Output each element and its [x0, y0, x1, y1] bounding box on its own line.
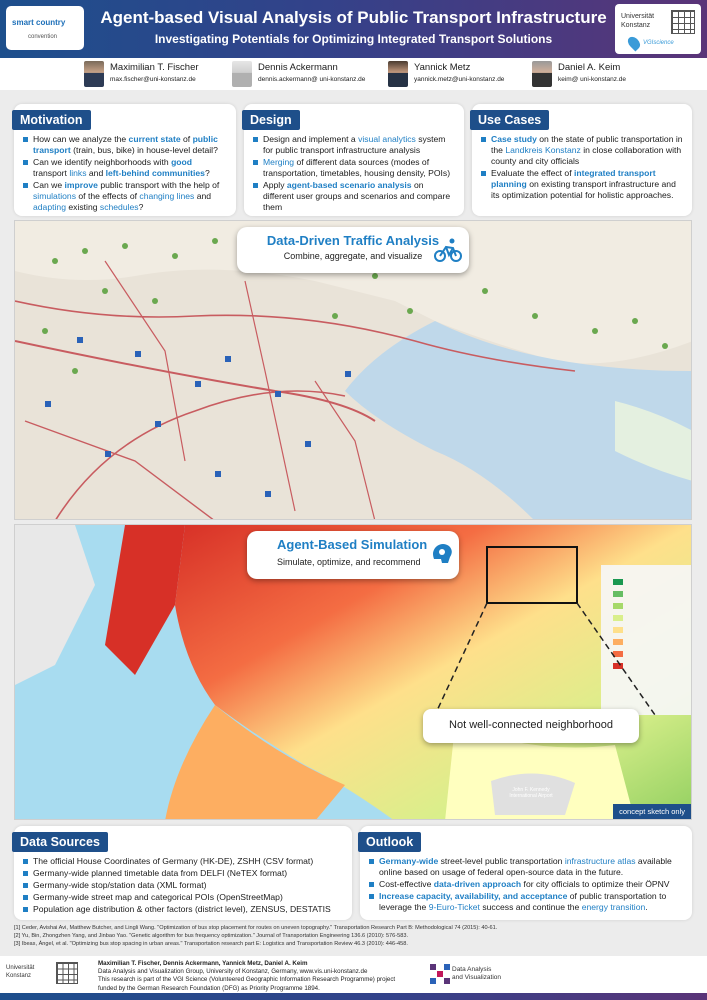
use-cases-panel: [472, 104, 692, 216]
author-bar: Maximilian T. Fischer max.fischer@uni-konstanz.de Dennis Ackermann dennis.ackermann@ uni-konstanz.de Yannick Metz yannick.metz@uni-konstanz.de Daniel A. Keim keim@ uni-konstanz.de: [0, 58, 707, 90]
concept-sketch-badge: concept sketch only: [613, 804, 691, 819]
outlook-item: Cost-effective data-driven approach for city officials to optimize their ÖPNV: [368, 879, 684, 890]
location-pin-icon: [626, 35, 643, 52]
design-panel: [244, 104, 464, 216]
simulation-title: Agent-Based Simulation: [277, 537, 428, 552]
simulation-callout: [247, 531, 459, 579]
use-cases-list: [480, 134, 684, 201]
outlook-panel: [360, 826, 692, 920]
footer-text: Maximilian T. Fischer, Dennis Ackermann, Yannick Metz, Daniel A. Keim Data Analysis and Visualization Group, University of Konstanz, Germany, www.vis.uni-konstanz.de This research is part of the VGI Science (Volunteered Geographic Information Research Programme) project funded by the German Research Foundation (DFG) as Priority Programme 1894.: [98, 960, 396, 992]
outlook-title: Outlook: [358, 832, 421, 852]
brain-icon: [429, 541, 455, 567]
reference-3: [3] Ibeas, Ángel, et al. "Optimizing bus stop spacing in urban areas." Transportation research part E: Logistics and Transportation Review 46.3 (2010): 446-458.: [14, 941, 408, 947]
data-sources-item: The official House Coordinates of Germany (HK-DE), ZSHH (CSV format): [22, 856, 344, 867]
neighborhood-label: Not well-connected neighborhood: [449, 719, 613, 731]
avatar: [388, 61, 408, 87]
outlook-list: [368, 856, 684, 913]
motivation-item: Can we identify neighborhoods with good transport links and left-behind communities?: [22, 157, 228, 179]
neighborhood-callout: [423, 709, 639, 743]
motivation-item: How can we analyze the current state of public transport (train, bus, bike) in house-level detail?: [22, 134, 228, 156]
event-date: October 18-20th, 2022, Berlin, Germany: [603, 985, 701, 991]
outlook-item: Germany-wide street-level public transportation infrastructure atlas available online based on usage of federal open-source data in the future.: [368, 856, 684, 878]
data-sources-list: [22, 856, 344, 915]
university-logo: Universität Konstanz VGIscience: [615, 4, 701, 54]
traffic-analysis-title: Data-Driven Traffic Analysis: [266, 233, 440, 248]
motivation-item: Can we improve public transport with the help of simulations of the effects of changing lines and adapting existing schedules?: [22, 180, 228, 213]
footer-university-logo: Universität Konstanz: [6, 965, 35, 979]
reference-1: [1] Ceder, Avishai Avi, Matthew Butcher, and Lingli Wang. "Optimization of bus stop placement for routes on uneven topography." Transportation Research Part B: Methodological 74 (2015): 40-61.: [14, 925, 498, 931]
design-title: Design: [242, 110, 300, 130]
dav-logo-icon: [430, 964, 450, 984]
avatar: [232, 61, 252, 87]
header-banner: [0, 0, 707, 58]
smart-country-logo: smart country convention: [6, 6, 84, 50]
data-sources-item: Germany-wide planned timetable data from DELFI (NeTEX format): [22, 868, 344, 879]
footer-bar: [0, 993, 707, 1000]
traffic-analysis-map: [14, 220, 692, 520]
design-item: Design and implement a visual analytics system for public transport infrastructure analysis: [252, 134, 456, 156]
traffic-analysis-callout: [237, 227, 469, 273]
avatar: [532, 61, 552, 87]
use-cases-item: Evaluate the effect of integrated transport planning on existing transport infrastructure and its optimization potential for holistic approaches.: [480, 168, 684, 201]
bicycle-icon: [433, 235, 463, 265]
data-sources-item: Population age distribution & other factors (district level), ZENSUS, DESTATIS: [22, 904, 344, 915]
design-list: [252, 134, 456, 213]
motivation-title: Motivation: [12, 110, 91, 130]
motivation-list: [22, 134, 228, 213]
design-item: Apply agent-based scenario analysis on different user groups and scenarios and compare them: [252, 180, 456, 213]
references: [14, 924, 692, 948]
outlook-item: Increase capacity, availability, and acceptance of public transportation to leverage the 9-Euro-Ticket success and continue the energy transition.: [368, 891, 684, 913]
use-cases-title: Use Cases: [470, 110, 549, 130]
data-sources-item: Germany-wide stop/station data (XML format): [22, 880, 344, 891]
simulation-subtitle: Simulate, optimize, and recommend: [277, 557, 421, 567]
poster-subtitle: Investigating Potentials for Optimizing Integrated Transport Solutions: [154, 32, 553, 46]
avatar: [84, 61, 104, 87]
data-sources-title: Data Sources: [12, 832, 108, 852]
use-cases-item: Case study on the state of public transportation in the Landkreis Konstanz in close collaboration with county and city officials: [480, 134, 684, 167]
footer-grid-icon: [56, 962, 78, 984]
dav-logo-text: Data Analysis and Visualization: [452, 966, 502, 981]
traffic-analysis-subtitle: Combine, aggregate, and visualize: [283, 251, 423, 261]
airport-label: John F. Kennedy International Airport: [509, 787, 553, 799]
motivation-panel: [14, 104, 236, 216]
data-sources-panel: [14, 826, 352, 920]
design-item: Merging of different data sources (modes of transportation, timetables, housing density, POIs): [252, 157, 456, 179]
reference-2: [2] Yu, Bin, Zhongzhen Yang, and Jinbao Yao. "Genetic algorithm for bus frequency optimization." Journal of Transportation Engineering 136.6 (2010): 576-583.: [14, 933, 409, 939]
poster-title: Agent-based Visual Analysis of Public Transport Infrastructure: [100, 8, 607, 27]
university-grid-icon: [671, 10, 695, 34]
agent-simulation-map: [14, 524, 692, 820]
data-sources-item: Germany-wide street map and categorical POIs (OpenStreetMap): [22, 892, 344, 903]
